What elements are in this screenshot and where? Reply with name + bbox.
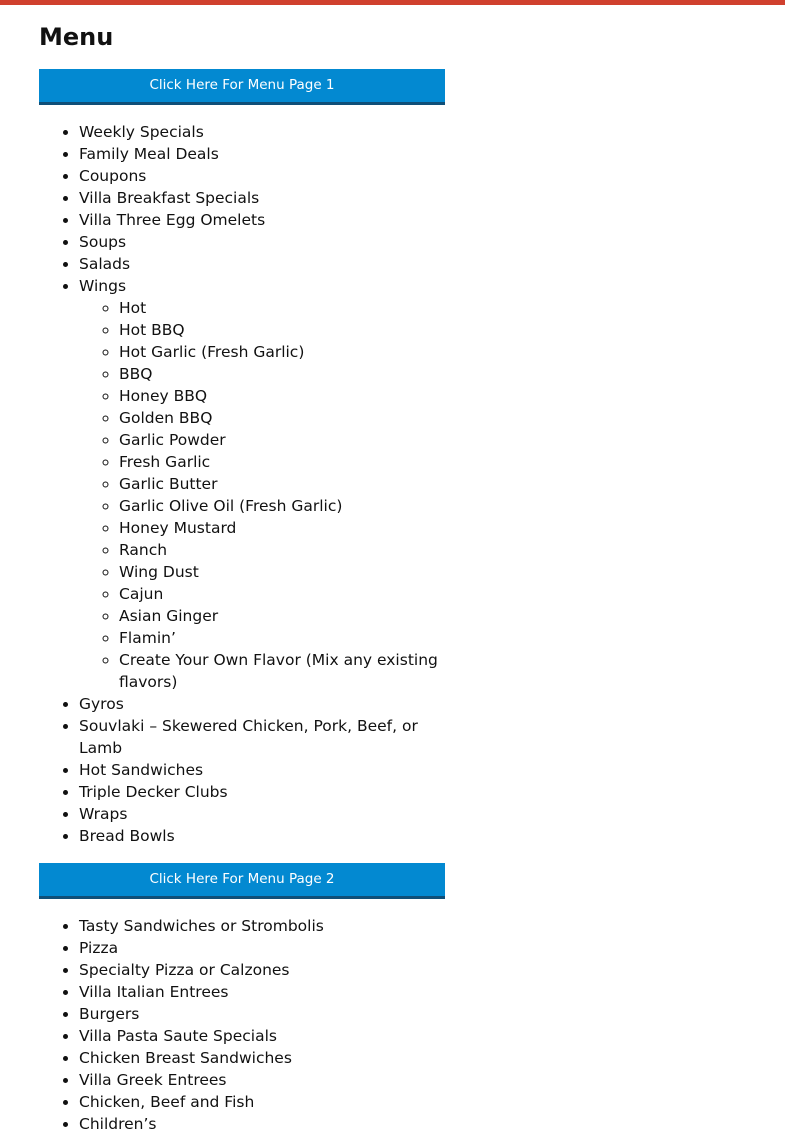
list-item-label: Villa Breakfast Specials xyxy=(79,189,260,207)
flavor-label: Asian Ginger xyxy=(119,607,219,625)
list-item-label: Burgers xyxy=(79,1005,140,1023)
list-item xyxy=(79,1113,445,1135)
flavor-item xyxy=(119,385,445,407)
list-item xyxy=(79,253,445,275)
flavor-item xyxy=(119,451,445,473)
list-item xyxy=(79,781,445,803)
list-item xyxy=(79,937,445,959)
list-item-label: Gyros xyxy=(79,695,124,713)
list-item xyxy=(79,1047,445,1069)
list-item-label: Triple Decker Clubs xyxy=(79,783,228,801)
list-item-wings xyxy=(79,275,445,693)
menu-page-1-list xyxy=(39,121,445,847)
list-item xyxy=(79,803,445,825)
list-item xyxy=(79,209,445,231)
list-item xyxy=(79,1025,445,1047)
list-item-label: Wings xyxy=(79,277,127,295)
list-item-label: Villa Pasta Saute Specials xyxy=(79,1027,277,1045)
list-item xyxy=(79,959,445,981)
flavor-item xyxy=(119,605,445,627)
list-item-label: Coupons xyxy=(79,167,147,185)
list-item xyxy=(79,693,445,715)
flavor-label: Garlic Butter xyxy=(119,475,218,493)
list-item-label: Chicken Breast Sandwiches xyxy=(79,1049,292,1067)
list-item-label: Bread Bowls xyxy=(79,827,175,845)
list-item-label: Pizza xyxy=(79,939,119,957)
list-item-label: Children’s xyxy=(79,1115,157,1133)
flavor-item xyxy=(119,517,445,539)
list-item-label: Tasty Sandwiches or Strombolis xyxy=(79,917,324,935)
page-title: Menu xyxy=(39,23,114,51)
flavor-label: Flamin’ xyxy=(119,629,176,647)
flavor-label: Hot BBQ xyxy=(119,321,185,339)
wings-flavor-list xyxy=(79,297,445,693)
flavor-label: Ranch xyxy=(119,541,168,559)
flavor-item xyxy=(119,297,445,319)
flavor-label: Honey BBQ xyxy=(119,387,208,405)
flavor-item xyxy=(119,583,445,605)
flavor-label: Fresh Garlic xyxy=(119,453,211,471)
flavor-item xyxy=(119,341,445,363)
list-item-label: Villa Italian Entrees xyxy=(79,983,229,1001)
flavor-item xyxy=(119,627,445,649)
flavor-label: Hot Garlic (Fresh Garlic) xyxy=(119,343,305,361)
list-item xyxy=(79,715,445,759)
flavor-label: BBQ xyxy=(119,365,153,383)
list-item xyxy=(79,1069,445,1091)
flavor-label: Create Your Own Flavor (Mix any existing flavors) xyxy=(119,651,438,691)
list-item xyxy=(79,759,445,781)
list-item-label: Weekly Specials xyxy=(79,123,204,141)
flavor-label: Garlic Powder xyxy=(119,431,226,449)
flavor-item xyxy=(119,407,445,429)
list-item xyxy=(79,1003,445,1025)
list-item-label: Specialty Pizza or Calzones xyxy=(79,961,290,979)
flavor-item xyxy=(119,495,445,517)
flavor-item xyxy=(119,473,445,495)
list-item-label: Villa Three Egg Omelets xyxy=(79,211,266,229)
list-item xyxy=(79,165,445,187)
list-item xyxy=(79,121,445,143)
flavor-label: Golden BBQ xyxy=(119,409,213,427)
flavor-item xyxy=(119,429,445,451)
list-item xyxy=(79,1091,445,1113)
list-item-label: Wraps xyxy=(79,805,128,823)
list-item xyxy=(79,231,445,253)
flavor-item xyxy=(119,649,445,693)
list-item-label: Chicken, Beef and Fish xyxy=(79,1093,255,1111)
list-item xyxy=(79,143,445,165)
flavor-item xyxy=(119,363,445,385)
menu-page-2-button[interactable]: Click Here For Menu Page 2 xyxy=(39,863,445,899)
flavor-label: Wing Dust xyxy=(119,563,199,581)
flavor-item xyxy=(119,319,445,341)
flavor-label: Hot xyxy=(119,299,147,317)
list-item xyxy=(79,981,445,1003)
list-item-label: Hot Sandwiches xyxy=(79,761,204,779)
list-item-label: Villa Greek Entrees xyxy=(79,1071,227,1089)
top-accent-bar xyxy=(0,0,785,5)
list-item xyxy=(79,825,445,847)
list-item xyxy=(79,915,445,937)
flavor-item xyxy=(119,539,445,561)
flavor-label: Garlic Olive Oil (Fresh Garlic) xyxy=(119,497,343,515)
list-item xyxy=(79,187,445,209)
list-item-label: Family Meal Deals xyxy=(79,145,219,163)
menu-page-1-button[interactable]: Click Here For Menu Page 1 xyxy=(39,69,445,105)
flavor-item xyxy=(119,561,445,583)
list-item-label: Salads xyxy=(79,255,131,273)
menu-page-2-list xyxy=(39,915,445,1135)
flavor-label: Cajun xyxy=(119,585,164,603)
list-item-label: Souvlaki – Skewered Chicken, Pork, Beef, or Lamb xyxy=(79,717,418,757)
list-item-label: Soups xyxy=(79,233,127,251)
flavor-label: Honey Mustard xyxy=(119,519,237,537)
